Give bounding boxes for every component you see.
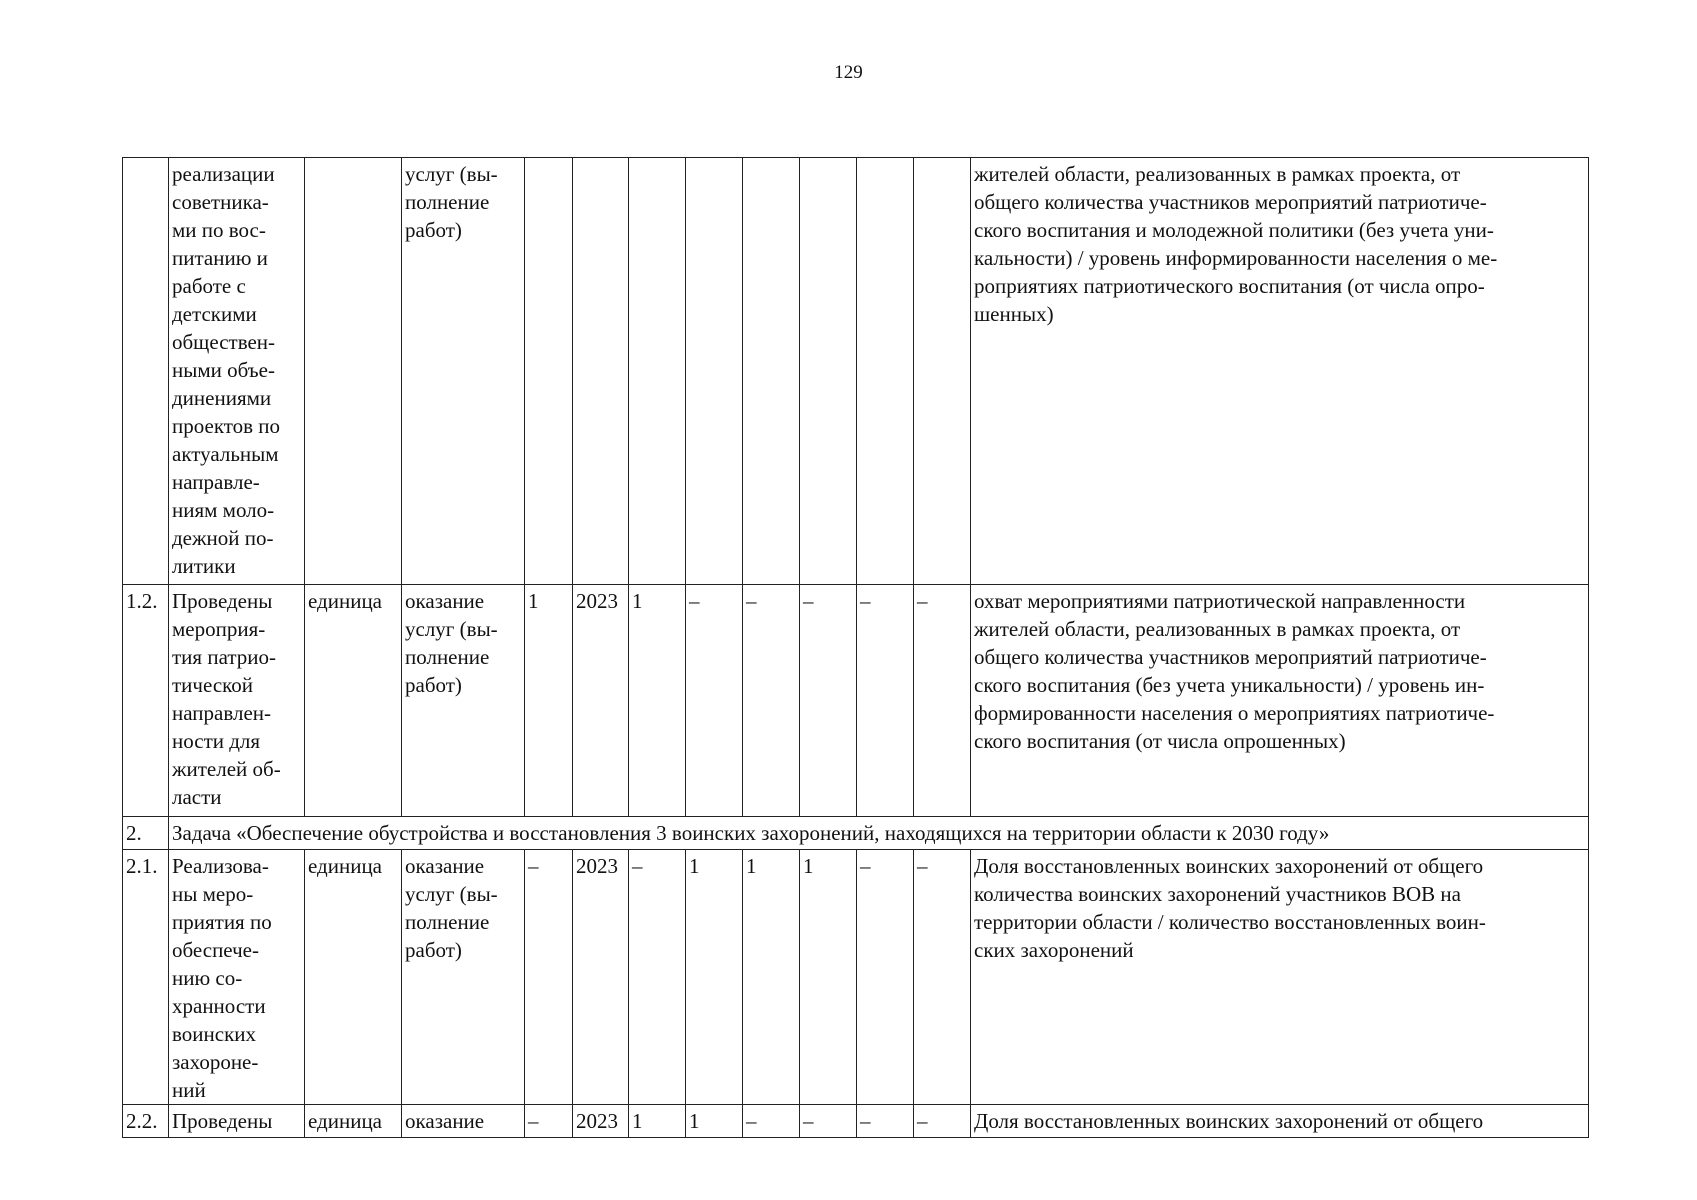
result-type: оказание услуг (вы- полнение работ) [402, 585, 525, 817]
year-value: – [914, 585, 971, 817]
year-value: – [800, 1105, 857, 1138]
unit: единица [305, 1105, 402, 1138]
year-value [914, 158, 971, 585]
table-row [123, 850, 1589, 1105]
year-value: – [857, 585, 914, 817]
year-value: – [686, 585, 743, 817]
row-number: 1.2. [123, 585, 169, 817]
linked-indicator: жителей области, реализованных в рамках проекта, от общего количества участников мероприятий патриотиче- ского воспитания и молодежной политики (без учета уни- кальности) / уровень информированности населения о ме- роприятиях патриотического воспитания (от числа опро- шенных) [971, 158, 1589, 585]
year-value: 1 [686, 1105, 743, 1138]
year-value: 1 [686, 850, 743, 1105]
table-row [123, 158, 1589, 585]
task-row [123, 817, 1589, 850]
year-value [629, 158, 686, 585]
linked-indicator: Доля восстановленных воинских захоронений от общего [971, 1105, 1589, 1138]
task-title: Задача «Обеспечение обустройства и восстановления 3 воинских захоронений, находящихся на территории области к 2030 году» [169, 817, 1589, 850]
year-value [743, 158, 800, 585]
year-value: – [857, 850, 914, 1105]
year-value: 1 [743, 850, 800, 1105]
unit: единица [305, 850, 402, 1105]
result-type: услуг (вы- полнение работ) [402, 158, 525, 585]
year-value [857, 158, 914, 585]
year-value: – [800, 585, 857, 817]
year-value: – [743, 1105, 800, 1138]
year-value: 1 [800, 850, 857, 1105]
base-year [573, 158, 629, 585]
unit [305, 158, 402, 585]
base-value: – [525, 850, 573, 1105]
base-value: 1 [525, 585, 573, 817]
row-number [123, 158, 169, 585]
base-year: 2023 [573, 585, 629, 817]
year-value: – [857, 1105, 914, 1138]
result-type: оказание [402, 1105, 525, 1138]
base-value [525, 158, 573, 585]
result-name: Реализова- ны меро- приятия по обеспече- нию со- хранности воинских захороне- ний [169, 850, 305, 1105]
row-number: 2.2. [123, 1105, 169, 1138]
program-table [122, 157, 1589, 1138]
year-value: 1 [629, 585, 686, 817]
page-number: 129 [834, 62, 863, 83]
result-name: Проведены [169, 1105, 305, 1138]
result-type: оказание услуг (вы- полнение работ) [402, 850, 525, 1105]
year-value [686, 158, 743, 585]
base-year: 2023 [573, 850, 629, 1105]
row-number: 2. [123, 817, 169, 850]
year-value: 1 [629, 1105, 686, 1138]
base-year: 2023 [573, 1105, 629, 1138]
year-value: – [629, 850, 686, 1105]
base-value: – [525, 1105, 573, 1138]
unit: единица [305, 585, 402, 817]
linked-indicator: Доля восстановленных воинских захоронений от общего количества воинских захоронений участников ВОВ на территории области / количество восстановленных воин- ских захоронений [971, 850, 1589, 1105]
result-name: реализации советника- ми по вос- питанию и работе с детскими обществен- ными объе- динениями проектов по актуальным направле- ниям моло- дежной по- литики [169, 158, 305, 585]
linked-indicator: охват мероприятиями патриотической направленности жителей области, реализованных в рамках проекта, от общего количества участников мероприятий патриотиче- ского воспитания (без учета уникальности) / уровень ин- формированности населения о мероприятиях патриотиче- ского воспитания (от числа опрошенных) [971, 585, 1589, 817]
year-value: – [914, 1105, 971, 1138]
table-row [123, 1105, 1589, 1138]
year-value [800, 158, 857, 585]
row-number: 2.1. [123, 850, 169, 1105]
year-value: – [914, 850, 971, 1105]
year-value: – [743, 585, 800, 817]
table-row [123, 585, 1589, 817]
result-name: Проведены мероприя- тия патрио- тической направлен- ности для жителей об- ласти [169, 585, 305, 817]
